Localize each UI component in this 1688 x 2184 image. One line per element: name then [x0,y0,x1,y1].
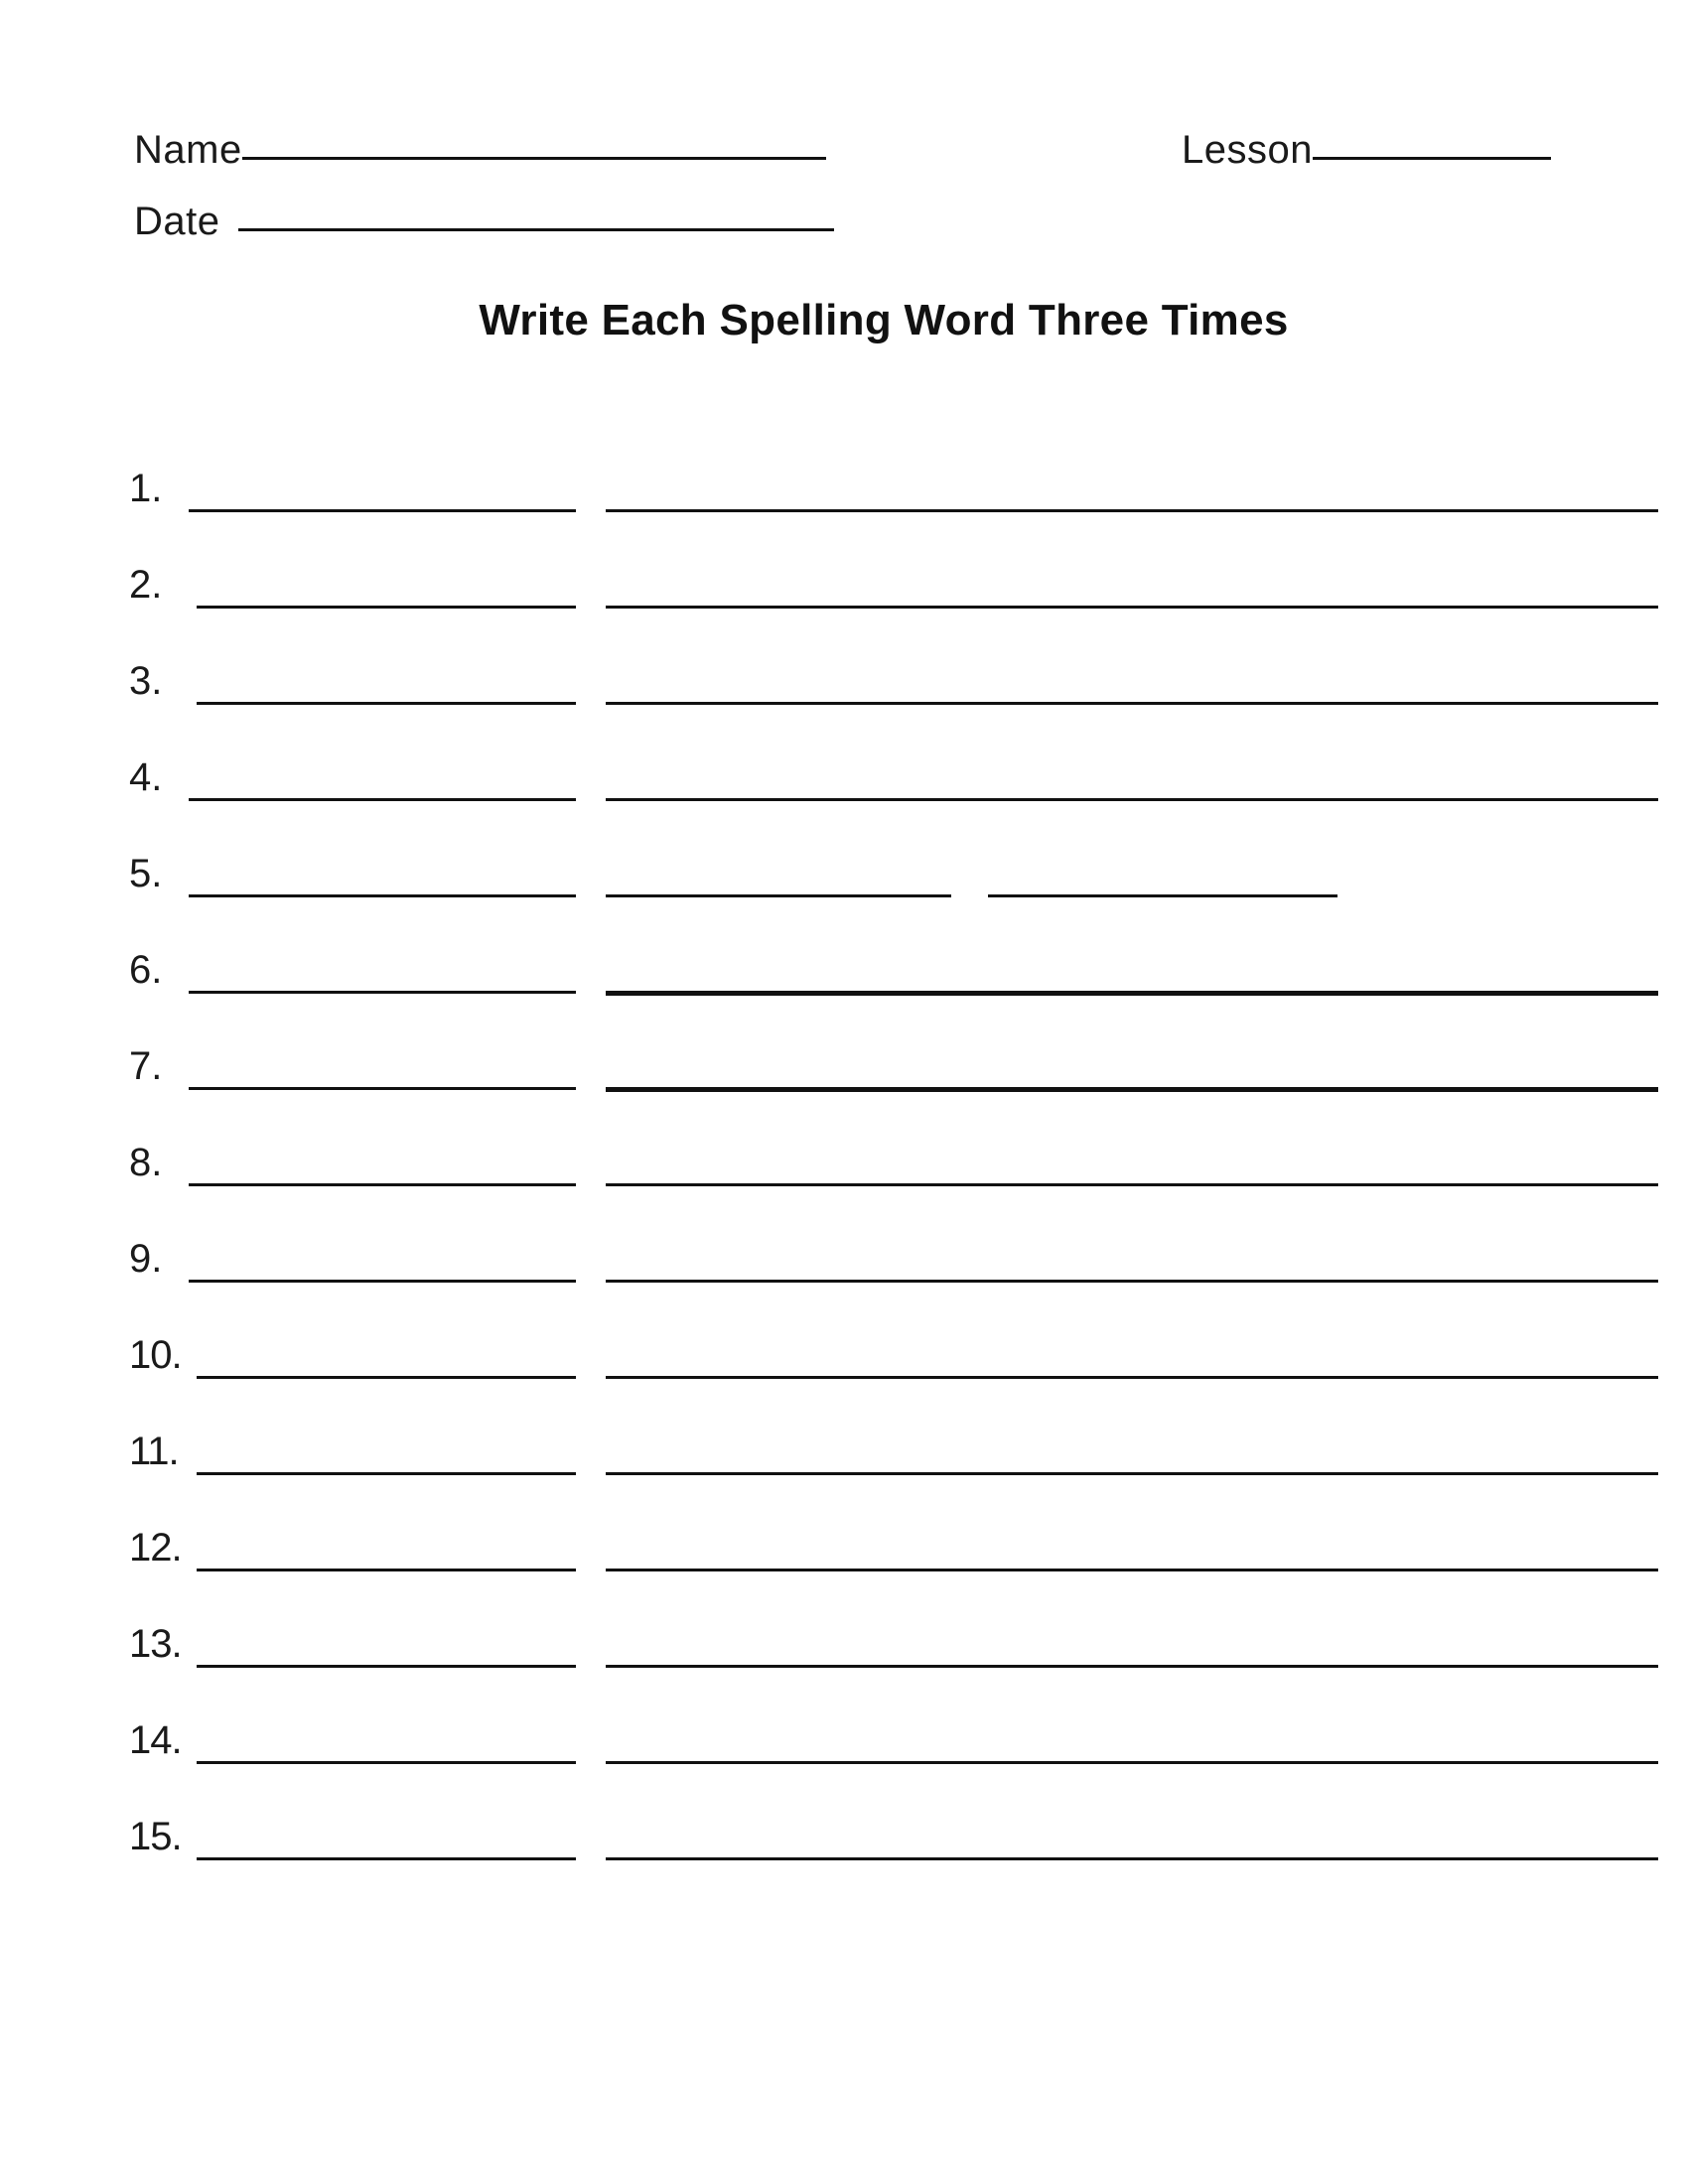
row-number: 11. [129,1430,179,1473]
row-number: 10. [129,1333,182,1377]
write-line-2[interactable] [606,1665,1658,1668]
lesson-field-group [1182,127,1551,173]
write-line-1[interactable] [189,991,576,994]
write-line-1[interactable] [197,1665,576,1668]
row-number: 8. [129,1141,163,1184]
row-number: 9. [129,1237,163,1281]
row-number: 4. [129,755,163,799]
table-row [129,948,1559,1044]
write-line-2[interactable] [606,1183,1658,1186]
spelling-lines-list [129,467,1559,1911]
table-row [129,1237,1559,1333]
name-field-group [134,127,826,173]
table-row [129,755,1559,852]
page-title: Write Each Spelling Word Three Times [479,296,1289,344]
table-row [129,1333,1559,1430]
table-row [129,1141,1559,1237]
write-line-2[interactable] [606,894,951,897]
write-line-1[interactable] [189,798,576,801]
write-line-2[interactable] [606,1857,1658,1860]
write-line-1[interactable] [197,1761,576,1764]
table-row [129,1430,1559,1526]
write-line-2[interactable] [606,991,1658,996]
lesson-label: Lesson [1182,128,1313,172]
date-label: Date [134,200,220,243]
row-number: 15. [129,1815,182,1858]
row-number: 2. [129,563,163,607]
name-label: Name [134,128,242,172]
lesson-input-line[interactable] [1313,157,1551,160]
write-line-3[interactable] [988,894,1337,897]
write-line-1[interactable] [189,1280,576,1283]
table-row [129,563,1559,659]
write-line-1[interactable] [197,702,576,705]
write-line-2[interactable] [606,798,1658,801]
table-row [129,1526,1559,1622]
write-line-1[interactable] [197,1569,576,1571]
write-line-1[interactable] [197,606,576,609]
write-line-2[interactable] [606,1761,1658,1764]
row-number: 12. [129,1526,182,1570]
write-line-1[interactable] [189,1183,576,1186]
write-line-2[interactable] [606,702,1658,705]
table-row [129,1622,1559,1718]
write-line-1[interactable] [197,1857,576,1860]
write-line-2[interactable] [606,509,1658,512]
row-number: 7. [129,1044,163,1088]
row-number: 13. [129,1622,182,1666]
table-row [129,1815,1559,1911]
row-number: 14. [129,1718,182,1762]
write-line-1[interactable] [197,1376,576,1379]
write-line-2[interactable] [606,1472,1658,1475]
write-line-2[interactable] [606,1569,1658,1571]
write-line-2[interactable] [606,1376,1658,1379]
row-number: 1. [129,467,163,510]
table-row [129,852,1559,948]
write-line-1[interactable] [189,1087,576,1090]
row-number: 5. [129,852,163,895]
write-line-2[interactable] [606,1280,1658,1283]
write-line-1[interactable] [197,1472,576,1475]
write-line-2[interactable] [606,606,1658,609]
date-field-group [134,199,834,244]
date-input-line[interactable] [238,228,834,231]
row-number: 3. [129,659,163,703]
write-line-2[interactable] [606,1087,1658,1092]
table-row [129,1718,1559,1815]
table-row [129,1044,1559,1141]
table-row [129,467,1559,563]
write-line-1[interactable] [189,509,576,512]
row-number: 6. [129,948,163,992]
write-line-1[interactable] [189,894,576,897]
name-input-line[interactable] [242,157,826,160]
table-row [129,659,1559,755]
